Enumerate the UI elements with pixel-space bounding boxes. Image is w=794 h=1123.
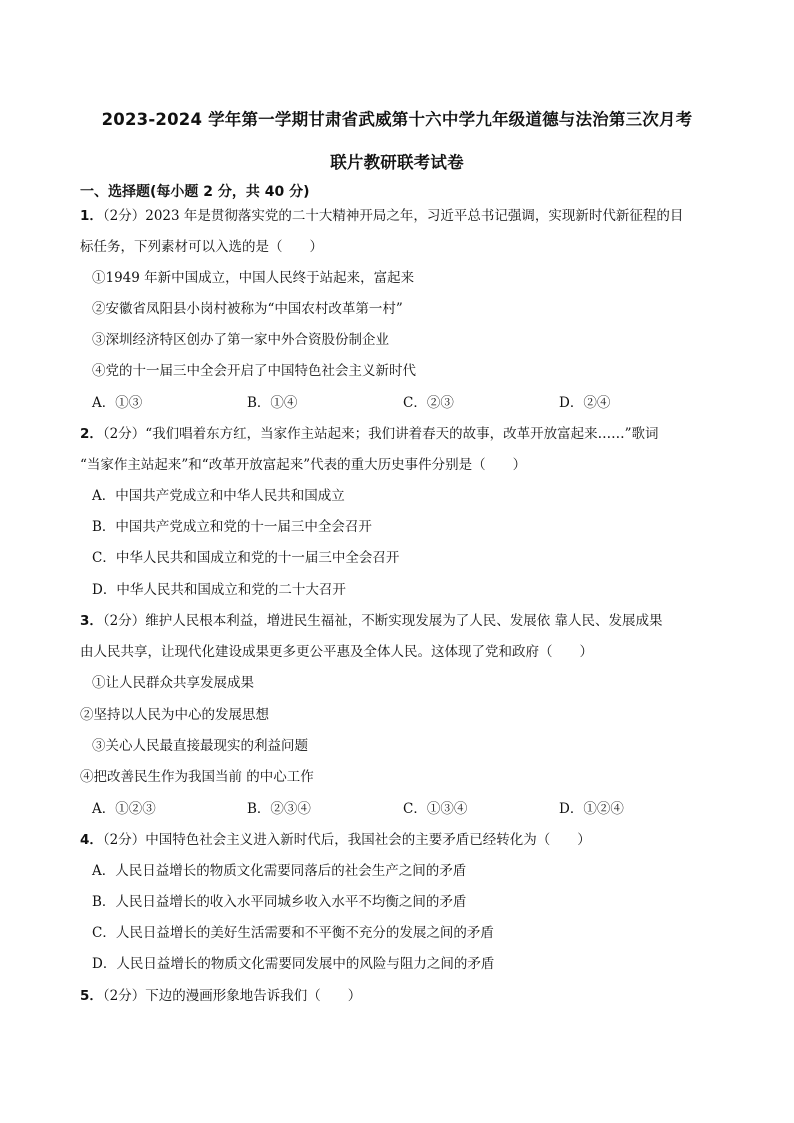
question-2-stem-line-2: “当家作主站起来”和“改革开放富起来”代表的重大历史事件分别是（ ） [80,457,527,473]
question-stem: 2023 年是贯彻落实党的二十大精神开局之年，习近平总书记强调，实现新时代新征程的目 [145,208,684,224]
question-3-choice-c: C．①③④ [403,801,468,817]
question-3-item-2: ②坚持以人民为中心的发展思想 [80,707,269,723]
question-1-choice-b: B．①④ [247,395,298,411]
question-1-choice-a: A．①③ [92,395,143,411]
question-3-item-1: ①让人民群众共享发展成果 [92,675,254,691]
question-2-choice-b: B．中国共产党成立和党的十一届三中全会召开 [92,519,372,535]
question-3-choice-b: B．②③④ [247,801,311,817]
question-number: 1． [80,208,103,224]
question-number: 5． [80,988,103,1004]
question-1-item-4: ④党的十一届三中全会开启了中国特色社会主义新时代 [92,363,416,379]
exam-title-line-2: 联片教研联考试卷 [330,153,464,172]
question-points: （2分） [102,988,146,1004]
question-2-choice-d: D．中华人民共和国成立和党的二十大召开 [92,582,346,598]
question-points: （2分） [102,426,146,442]
question-stem: 中国特色社会主义进入新时代后，我国社会的主要矛盾已经转化为（ ） [145,832,591,848]
question-1-item-1: ①1949 年新中国成立，中国人民终于站起来，富起来 [92,270,415,286]
question-4-choice-a: A．人民日益增长的物质文化需要同落后的社会生产之间的矛盾 [92,863,467,879]
question-2 [80,424,659,444]
question-points: （2分） [102,613,146,629]
question-4-choice-d: D．人民日益增长的物质文化需要同发展中的风险与阻力之间的矛盾 [92,956,495,972]
question-3-item-4: ④把改善民生作为我国当前 的中心工作 [80,769,314,785]
question-1-stem-line-2: 标任务，下列素材可以入选的是（ ） [80,239,323,255]
question-points: （2分） [102,832,146,848]
question-stem: 下边的漫画形象地告诉我们（ ） [145,988,362,1004]
question-1-choice-d: D．②④ [559,395,611,411]
question-1 [80,206,683,226]
question-1-choice-c: C．②③ [403,395,454,411]
question-2-choice-a: A．中国共产党成立和中华人民共和国成立 [92,488,345,504]
question-4 [80,830,591,850]
question-stem: 维护人民根本利益，增进民生福祉，不断实现发展为了人民、发展依 靠人民、发展成果 [145,613,663,629]
question-stem: “我们唱着东方红，当家作主站起来；我们讲着春天的故事，改革开放富起来……”歌词 [145,426,659,442]
question-2-choice-c: C．中华人民共和国成立和党的十一届三中全会召开 [92,550,400,566]
question-points: （2分） [102,208,146,224]
question-4-choice-b: B．人民日益增长的收入水平同城乡收入水平不均衡之间的矛盾 [92,894,467,910]
question-number: 2． [80,426,103,442]
question-3-choice-d: D．①②④ [559,801,624,817]
question-number: 4． [80,832,103,848]
exam-title-line-1: 2023-2024 学年第一学期甘肃省武威第十六中学九年级道德与法治第三次月考 [101,110,693,129]
section-heading: 一、选择题(每小题 2 分，共 40 分) [80,184,310,200]
question-number: 3． [80,613,103,629]
question-3 [80,611,663,631]
question-3-choice-a: A．①②③ [92,801,156,817]
question-1-item-3: ③深圳经济特区创办了第一家中外合资股份制企业 [92,332,389,348]
question-5 [80,986,361,1006]
question-3-item-3: ③关心人民最直接最现实的利益问题 [92,738,308,754]
question-1-item-2: ②安徽省凤阳县小岗村被称为“中国农村改革第一村” [92,301,403,317]
question-4-choice-c: C．人民日益增长的美好生活需要和不平衡不充分的发展之间的矛盾 [92,925,494,941]
question-3-stem-line-2: 由人民共享，让现代化建设成果更多更公平惠及全体人民。这体现了党和政府（ ） [80,644,593,660]
